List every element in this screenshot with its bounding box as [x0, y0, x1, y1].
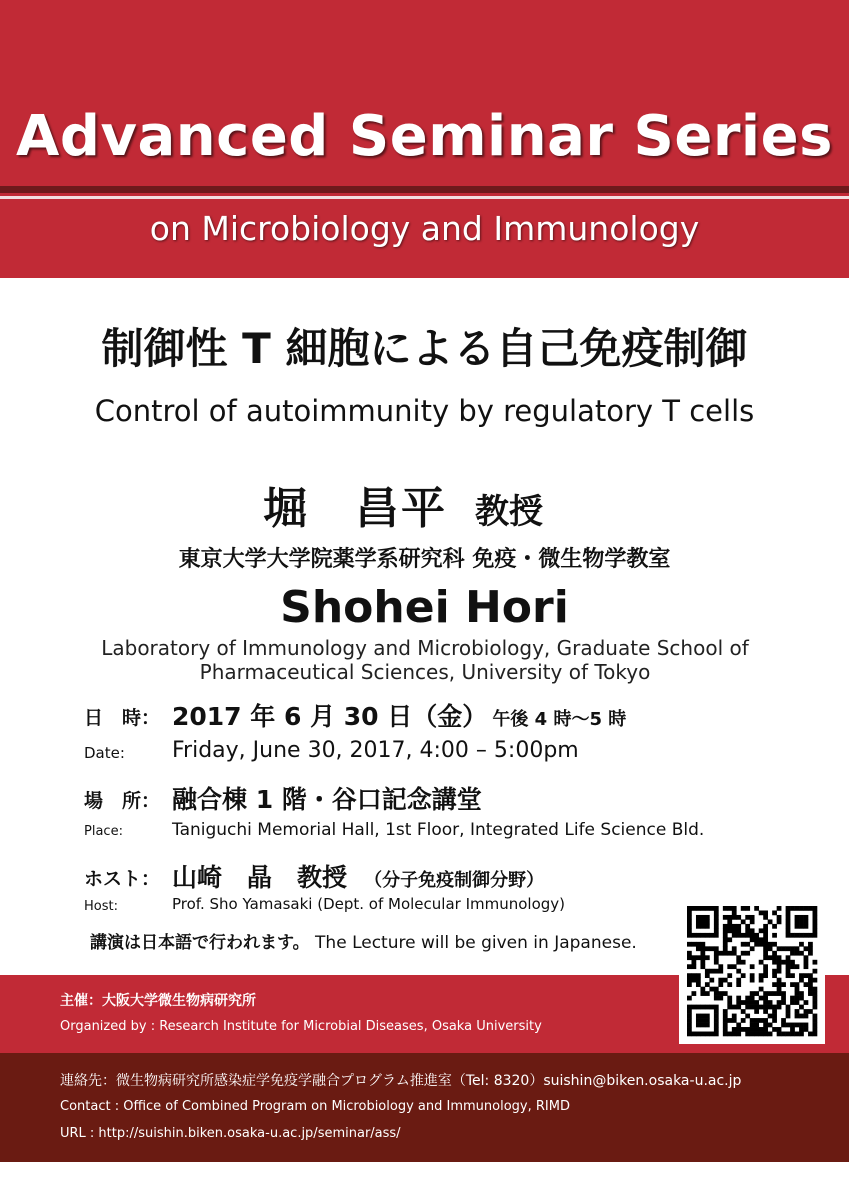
header-divider-light: [0, 196, 849, 199]
language-note: [90, 928, 637, 953]
host-value-ja: 山崎 晶 教授: [172, 863, 348, 892]
speaker-name-ja: [263, 472, 543, 536]
language-note-en: The Lecture will be given in Japanese.: [315, 933, 637, 953]
date-value-ja-group: [172, 697, 626, 733]
qr-code-graphic: [679, 898, 825, 1044]
speaker-name-en: Shohei Hori: [280, 582, 569, 633]
speaker-affiliation-ja: 東京大学大学院薬学系研究科 免疫・微生物学教室: [178, 547, 671, 572]
host-dept-ja: （分子免疫制御分野）: [364, 870, 545, 891]
place-value-en: Taniguchi Memorial Hall, 1st Floor, Integrated Life Science Bld.: [172, 820, 705, 840]
contact-url[interactable]: URL : http://suishin.biken.osaka-u.ac.jp/seminar/ass/: [60, 1126, 401, 1141]
speaker-affiliation-en: Laboratory of Immunology and Microbiology, Graduate School of Pharmaceutical Sciences, University of Tokyo: [101, 636, 749, 684]
talk-title-en: Control of autoimmunity by regulatory T cells: [94, 394, 755, 428]
date-label-ja: 日 時：: [84, 707, 161, 729]
speaker-title-ja: 教授: [475, 492, 543, 532]
header-banner: [0, 0, 849, 278]
organizer-en: Organized by : Research Institute for Microbial Diseases, Osaka University: [60, 1019, 542, 1034]
date-label-en: Date:: [84, 744, 125, 762]
series-title: Advanced Seminar Series: [16, 104, 833, 169]
host-row-ja: [0, 858, 849, 892]
date-value-en: Friday, June 30, 2017, 4:00 – 5:00pm: [172, 738, 579, 763]
place-label-en: Place:: [84, 824, 123, 839]
host-value-en: Prof. Sho Yamasaki (Dept. of Molecular Immunology): [172, 895, 566, 913]
date-value-ja: 2017 年 6 月 30 日（金）: [172, 702, 488, 731]
series-subtitle: on Microbiology and Immunology: [149, 209, 700, 248]
place-value-ja: 融合棟 1 階・谷口記念講堂: [172, 785, 482, 814]
host-value-ja-group: [172, 858, 544, 894]
language-note-ja: 講演は日本語で行われます。: [90, 933, 310, 953]
organizer-ja: 主催：大阪大学微生物病研究所: [60, 993, 256, 1009]
place-row-ja: [0, 780, 849, 814]
place-label-ja: 場 所：: [84, 790, 161, 812]
date-row-ja: [0, 697, 849, 731]
contact-band: [0, 1053, 849, 1162]
header-divider: [0, 186, 849, 193]
date-row-en: [0, 738, 849, 768]
qr-code-icon: [679, 898, 825, 1044]
host-label-ja: ホスト：: [84, 868, 161, 890]
talk-title-ja: 制御性 T 細胞による自己免疫制御: [101, 324, 748, 373]
place-row-en: [0, 820, 849, 846]
contact-en: Contact : Office of Combined Program on Microbiology and Immunology, RIMD: [60, 1099, 570, 1114]
host-label-en: Host:: [84, 899, 118, 914]
contact-ja: 連絡先：微生物病研究所感染症学免疫学融合プログラム推進室（Tel: 8320）suishin@biken.osaka-u.ac.jp: [60, 1073, 742, 1089]
time-value-ja: 午後 4 時〜5 時: [492, 709, 627, 730]
speaker-name-ja-text: 堀 昌平: [263, 483, 447, 534]
